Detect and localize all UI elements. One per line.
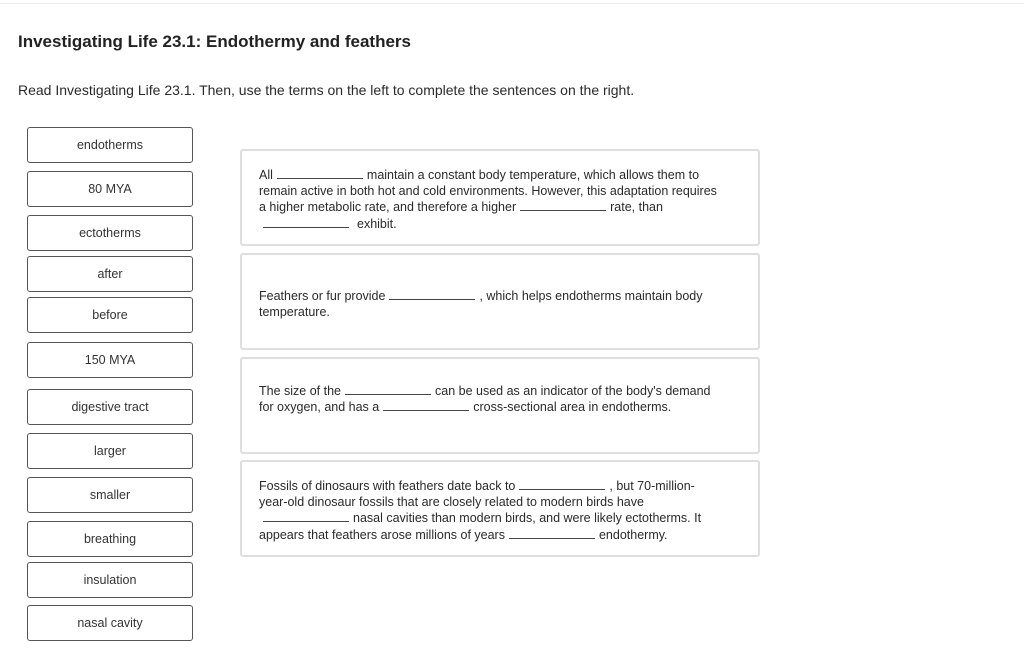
term-ectotherms[interactable]: ectotherms [27, 215, 193, 251]
sentence-text [259, 288, 722, 320]
drop-target-blank[interactable] [383, 399, 469, 411]
term-breathing[interactable]: breathing [27, 521, 193, 557]
drop-target-blank[interactable] [277, 167, 363, 179]
term-digestive-tract[interactable]: digestive tract [27, 389, 193, 425]
sentence-fragment: cross-sectional area in endotherms. [473, 400, 672, 415]
sentence-box-2 [240, 253, 760, 350]
sentence-fragment: endothermy. [598, 527, 668, 542]
drop-target-blank[interactable] [509, 527, 595, 539]
sentence-fragment: nasal cavities than modern birds, and were likely ectotherms. It appears that feathers arose millions of years [259, 511, 702, 542]
sentence-fragment: , but 70-million-year-old dinosaur fossils that are closely related to modern birds have [259, 479, 695, 510]
sentence-fragment: Fossils of dinosaurs with feathers date back to [259, 479, 516, 493]
sentence-fragment: All [259, 168, 273, 182]
sentence-fragment: exhibit. [357, 216, 397, 231]
sentence-fragment: can be used as an indicator of the body's demand for oxygen, and has a [259, 384, 711, 415]
sentence-fragment: rate, than [610, 200, 663, 215]
term-after[interactable]: after [27, 256, 193, 292]
sentence-box-1 [240, 149, 760, 246]
term-80-mya[interactable]: 80 MYA [27, 171, 193, 207]
sentence-fragment: Feathers or fur provide [259, 289, 386, 303]
term-before[interactable]: before [27, 297, 193, 333]
term-smaller[interactable]: smaller [27, 477, 193, 513]
drop-target-blank[interactable] [389, 288, 475, 300]
drop-target-blank[interactable] [345, 383, 431, 395]
sentence-fragment: The size of the [259, 384, 341, 398]
sentence-text [259, 167, 722, 232]
sentence-box-4 [240, 460, 760, 557]
term-insulation[interactable]: insulation [27, 562, 193, 598]
top-divider [0, 3, 1024, 4]
drop-target-blank[interactable] [263, 216, 349, 228]
drop-target-blank[interactable] [520, 199, 606, 211]
term-150-mya[interactable]: 150 MYA [27, 342, 193, 378]
term-nasal-cavity[interactable]: nasal cavity [27, 605, 193, 641]
page-title: Investigating Life 23.1: Endothermy and feathers [18, 32, 411, 51]
instructions-text: Read Investigating Life 23.1. Then, use the terms on the left to complete the sentences on the right. [18, 82, 635, 98]
sentence-box-3 [240, 357, 760, 454]
drop-target-blank[interactable] [263, 510, 349, 522]
sentence-fragment: maintain a constant body temperature, which allows them to remain active in both hot and cold environments. However, this adaptation requires a higher metabolic rate, and therefore a higher [259, 168, 717, 215]
term-larger[interactable]: larger [27, 433, 193, 469]
term-endotherms[interactable]: endotherms [27, 127, 193, 163]
sentence-text [259, 478, 722, 543]
sentence-text [259, 383, 722, 415]
drop-target-blank[interactable] [519, 478, 605, 490]
sentence-fragment: , which helps endotherms maintain body temperature. [259, 289, 703, 320]
